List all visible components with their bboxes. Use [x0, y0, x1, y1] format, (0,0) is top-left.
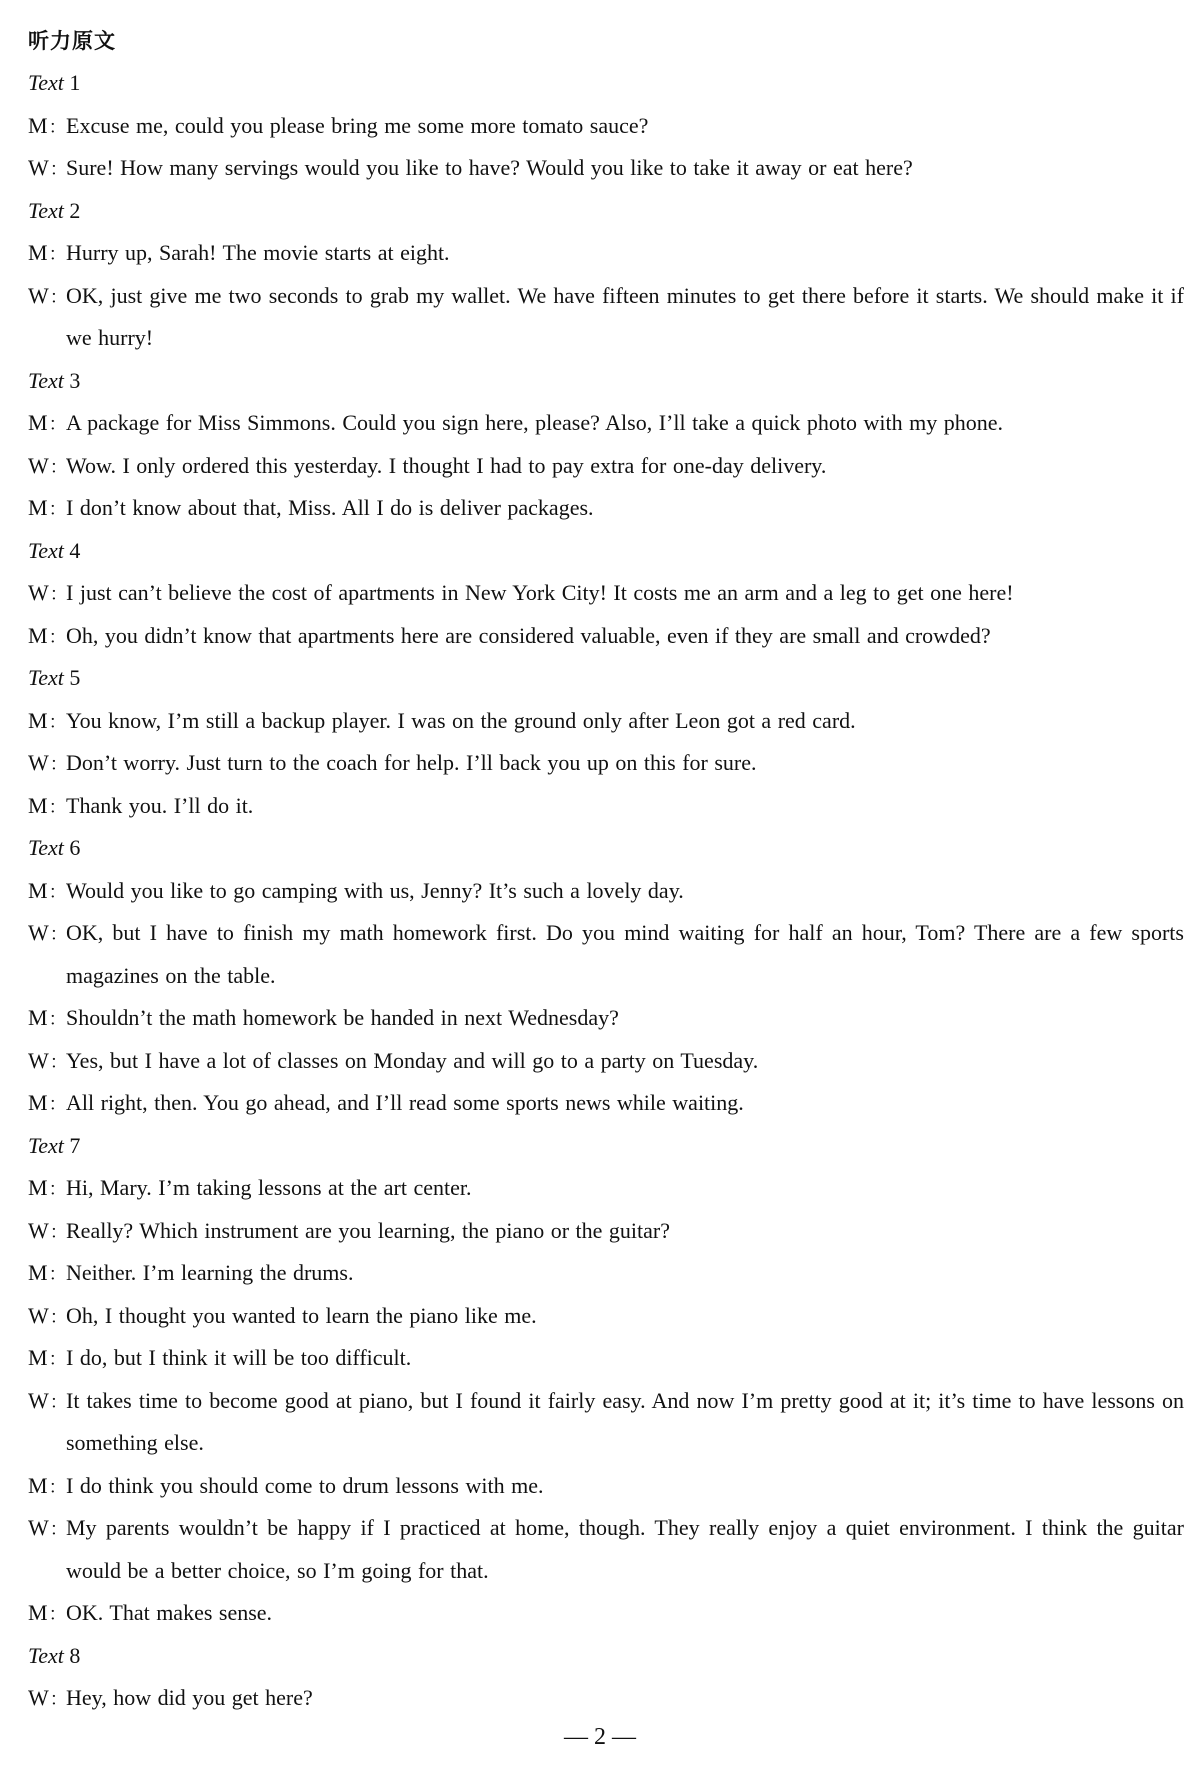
section-number: 5: [69, 665, 81, 690]
dialogue-line: [28, 997, 1184, 1040]
transcript-page: [28, 20, 1184, 1720]
speaker-name: M: [28, 707, 48, 733]
dialogue-line: [28, 572, 1184, 615]
speaker-colon: ：: [48, 1476, 67, 1498]
speaker-tag: [28, 997, 67, 1042]
speaker-name: M: [28, 622, 48, 648]
speaker-colon: ：: [48, 116, 67, 138]
dialogue-line: [28, 1507, 1184, 1592]
dialogue-line: [28, 1337, 1184, 1380]
dialogue-line: [28, 445, 1184, 488]
dialogue-line: [28, 147, 1184, 190]
speaker-colon: ：: [48, 881, 67, 903]
section-label: [28, 62, 1184, 105]
speaker-tag: [28, 912, 68, 957]
dialogue-line: [28, 1295, 1184, 1338]
dialogue-line: [28, 615, 1184, 658]
section-label-text: Text: [28, 665, 64, 690]
dialogue-text: Wow. I only ordered this yesterday. I thought I had to pay extra for one-day delivery.: [66, 452, 827, 478]
speaker-name: M: [28, 1090, 48, 1115]
section-label-text: Text: [28, 367, 64, 393]
dialogue-line: [28, 105, 1184, 148]
dialogue-line: [28, 1167, 1184, 1210]
speaker-name: M: [28, 1600, 48, 1625]
speaker-colon: ：: [49, 1689, 68, 1710]
dialogue-line: [28, 912, 1184, 997]
speaker-tag: [28, 742, 68, 787]
speaker-tag: [28, 615, 67, 660]
speaker-name: W: [28, 1217, 49, 1243]
section-label-text: Text: [28, 70, 64, 95]
speaker-tag: [28, 147, 68, 192]
dialogue-text: It takes time to become good at piano, but I found it fairly easy. And now I’m pretty good at it; it’s time to have lessons on something else.: [66, 1387, 1184, 1455]
speaker-tag: [28, 1592, 67, 1637]
page-number: — 2 —: [564, 1724, 636, 1750]
speaker-colon: ：: [49, 754, 68, 775]
section-label: [28, 657, 1184, 700]
speaker-tag: [28, 105, 67, 150]
section-number: 4: [69, 537, 81, 563]
dialogue-line: [28, 1082, 1184, 1125]
speaker-tag: [28, 1082, 67, 1127]
speaker-colon: ：: [48, 1009, 67, 1030]
dialogue-line: [28, 1210, 1184, 1253]
dialogue-line: [28, 402, 1184, 445]
dialogue-text: Sure! How many servings would you like to have? Would you like to take it away or eat here?: [66, 155, 913, 180]
dialogue-line: [28, 700, 1184, 743]
speaker-tag: [28, 1380, 68, 1425]
speaker-name: W: [28, 1515, 49, 1540]
dialogue-text: Neither. I’m learning the drums.: [66, 1260, 354, 1285]
speaker-colon: ：: [48, 1094, 67, 1115]
dialogue-text: Shouldn’t the math homework be handed in next Wednesday?: [66, 1005, 619, 1030]
speaker-colon: ：: [48, 626, 67, 648]
section-label: [28, 530, 1184, 573]
speaker-colon: ：: [48, 796, 67, 818]
transcript-body: [28, 62, 1184, 1720]
speaker-name: M: [28, 240, 48, 265]
dialogue-line: [28, 742, 1184, 785]
section-number: 7: [69, 1132, 81, 1158]
speaker-tag: [28, 1295, 68, 1340]
section-label: [28, 190, 1184, 233]
speaker-name: W: [28, 1387, 49, 1413]
dialogue-line: [28, 1040, 1184, 1083]
dialogue-line: [28, 232, 1184, 275]
speaker-colon: ：: [48, 1264, 67, 1285]
speaker-name: M: [28, 410, 48, 435]
dialogue-text: I just can’t believe the cost of apartments in New York City! It costs me an arm and a leg to get one here!: [66, 580, 1014, 605]
speaker-tag: [28, 487, 67, 532]
speaker-tag: [28, 1252, 67, 1297]
speaker-tag: [28, 232, 67, 277]
speaker-colon: ：: [49, 1391, 68, 1413]
section-label-text: Text: [28, 197, 64, 223]
speaker-tag: [28, 1040, 68, 1085]
section-number: 2: [69, 197, 81, 223]
dialogue-text: Hey, how did you get here?: [66, 1685, 313, 1710]
speaker-colon: ：: [48, 414, 67, 435]
speaker-colon: ：: [49, 1306, 68, 1328]
speaker-name: W: [28, 580, 49, 605]
section-label: [28, 1635, 1184, 1678]
page-title: 听力原文: [28, 29, 116, 53]
dialogue-text: I do, but I think it will be too difficult.: [66, 1345, 412, 1370]
speaker-colon: ：: [49, 1221, 68, 1243]
speaker-colon: ：: [48, 1179, 67, 1200]
speaker-colon: ：: [49, 584, 68, 605]
dialogue-text: You know, I’m still a backup player. I was on the ground only after Leon got a red card.: [66, 707, 856, 733]
dialogue-text: OK, just give me two seconds to grab my wallet. We have fifteen minutes to get there before it starts. We should make it if we hurry!: [66, 282, 1184, 350]
speaker-name: M: [28, 1175, 48, 1200]
dialogue-text: Oh, you didn’t know that apartments here are considered valuable, even if they are small and crowded?: [66, 622, 991, 648]
speaker-tag: [28, 275, 68, 320]
dialogue-text: All right, then. You go ahead, and I’ll read some sports news while waiting.: [66, 1090, 744, 1115]
section-label: [28, 360, 1184, 403]
dialogue-text: A package for Miss Simmons. Could you sign here, please? Also, I’ll take a quick photo with my phone.: [66, 410, 1003, 435]
speaker-colon: ：: [48, 499, 67, 520]
speaker-tag: [28, 1677, 68, 1722]
speaker-name: W: [28, 1047, 49, 1073]
speaker-tag: [28, 1210, 68, 1255]
speaker-name: M: [28, 1260, 48, 1285]
section-number: 3: [69, 367, 81, 393]
speaker-name: M: [28, 495, 48, 520]
dialogue-text: Hi, Mary. I’m taking lessons at the art center.: [66, 1175, 472, 1200]
speaker-colon: ：: [49, 456, 68, 478]
dialogue-line: [28, 1252, 1184, 1295]
speaker-tag: [28, 700, 67, 745]
dialogue-line: [28, 870, 1184, 913]
speaker-tag: [28, 1337, 67, 1382]
speaker-name: W: [28, 282, 49, 308]
speaker-name: W: [28, 920, 49, 945]
speaker-colon: ：: [49, 924, 68, 945]
speaker-colon: ：: [48, 1349, 67, 1370]
speaker-tag: [28, 870, 67, 915]
speaker-name: W: [28, 452, 49, 478]
dialogue-line: [28, 1380, 1184, 1465]
dialogue-line: [28, 1592, 1184, 1635]
dialogue-text: Thank you. I’ll do it.: [66, 792, 254, 818]
section-label-text: Text: [28, 537, 64, 563]
speaker-name: W: [28, 1685, 49, 1710]
speaker-tag: [28, 572, 68, 617]
speaker-tag: [28, 785, 67, 830]
speaker-name: M: [28, 1345, 48, 1370]
dialogue-text: Would you like to go camping with us, Jenny? It’s such a lovely day.: [66, 877, 684, 903]
speaker-name: W: [28, 1302, 49, 1328]
speaker-colon: ：: [48, 1604, 67, 1625]
dialogue-text: Excuse me, could you please bring me some more tomato sauce?: [66, 112, 649, 138]
speaker-name: W: [28, 155, 49, 180]
speaker-tag: [28, 1507, 68, 1552]
section-number: 1: [69, 70, 81, 95]
speaker-colon: ：: [49, 286, 68, 308]
speaker-colon: ：: [48, 711, 67, 733]
speaker-tag: [28, 1465, 67, 1510]
dialogue-text: OK, but I have to finish my math homework first. Do you mind waiting for half an hour, Tom? There are a few sports magazines on the table.: [66, 920, 1184, 988]
dialogue-line: [28, 487, 1184, 530]
speaker-tag: [28, 445, 68, 490]
section-number: 8: [69, 1642, 81, 1668]
section-label: [28, 827, 1184, 870]
speaker-colon: ：: [48, 244, 67, 265]
speaker-name: M: [28, 1005, 48, 1030]
speaker-colon: ：: [49, 1051, 68, 1073]
dialogue-text: Don’t worry. Just turn to the coach for help. I’ll back you up on this for sure.: [66, 750, 757, 775]
dialogue-line: [28, 1465, 1184, 1508]
dialogue-text: Oh, I thought you wanted to learn the piano like me.: [66, 1302, 537, 1328]
dialogue-text: Really? Which instrument are you learning, the piano or the guitar?: [66, 1217, 671, 1243]
section-label-text: Text: [28, 1132, 64, 1158]
section-label: [28, 1125, 1184, 1168]
dialogue-line: [28, 275, 1184, 360]
speaker-tag: [28, 402, 67, 447]
speaker-name: M: [28, 112, 48, 138]
section-label-text: Text: [28, 835, 64, 860]
dialogue-line: [28, 785, 1184, 828]
speaker-name: M: [28, 1472, 48, 1498]
dialogue-line: [28, 1677, 1184, 1720]
speaker-name: M: [28, 877, 48, 903]
speaker-colon: ：: [49, 159, 68, 180]
section-number: 6: [69, 835, 81, 860]
speaker-tag: [28, 1167, 67, 1212]
speaker-colon: ：: [49, 1519, 68, 1540]
speaker-name: M: [28, 792, 48, 818]
dialogue-text: I don’t know about that, Miss. All I do is deliver packages.: [66, 495, 594, 520]
section-label-text: Text: [28, 1642, 64, 1668]
dialogue-text: Hurry up, Sarah! The movie starts at eight.: [66, 240, 450, 265]
dialogue-text: I do think you should come to drum lessons with me.: [66, 1472, 544, 1498]
dialogue-text: OK. That makes sense.: [66, 1600, 273, 1625]
speaker-name: W: [28, 750, 49, 775]
dialogue-text: My parents wouldn’t be happy if I practiced at home, though. They really enjoy a quiet environment. I think the guitar would be a better choice, so I’m going for that.: [66, 1515, 1184, 1583]
dialogue-text: Yes, but I have a lot of classes on Monday and will go to a party on Tuesday.: [66, 1047, 759, 1073]
